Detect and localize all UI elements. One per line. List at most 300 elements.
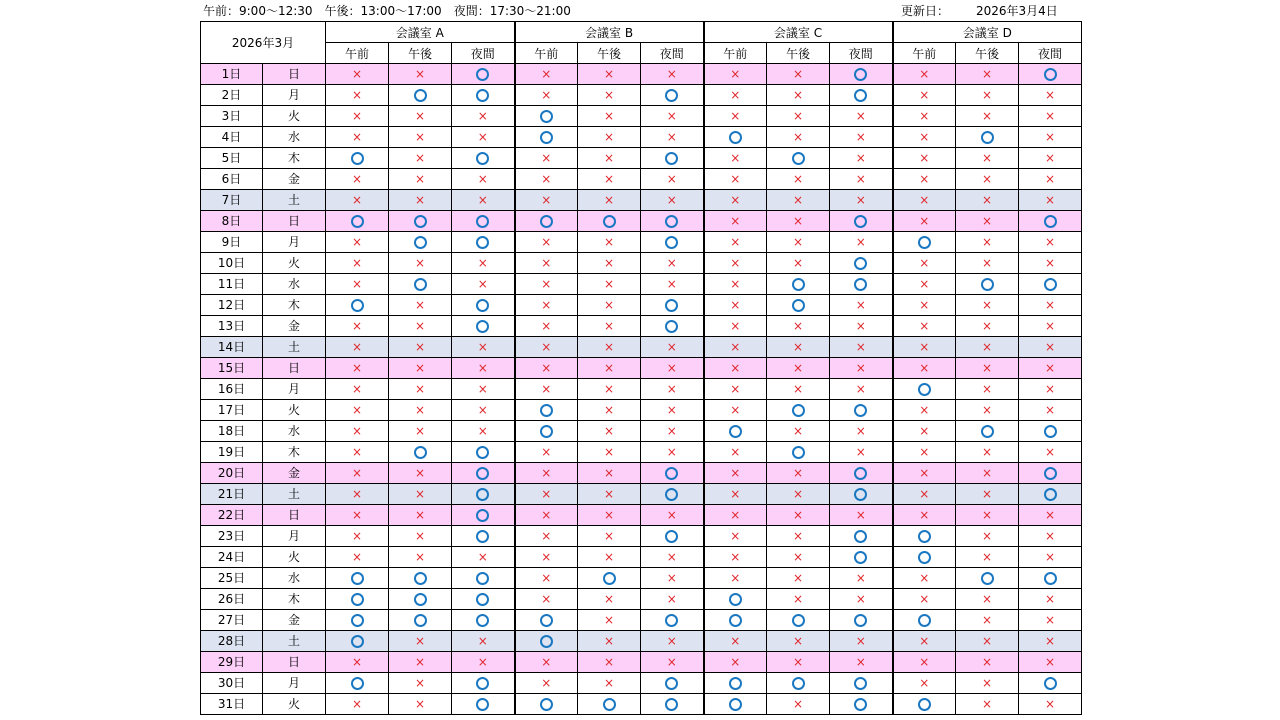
available-mark xyxy=(854,257,867,270)
availability-cell xyxy=(515,316,578,337)
unavailable-mark: × xyxy=(982,592,993,606)
unavailable-mark: × xyxy=(604,193,615,207)
available-mark xyxy=(476,215,489,228)
availability-cell xyxy=(1019,85,1082,106)
availability-cell xyxy=(830,568,893,589)
unavailable-mark: × xyxy=(982,151,993,165)
unavailable-mark: × xyxy=(793,361,804,375)
unavailable-mark: × xyxy=(793,172,804,186)
unavailable-mark: × xyxy=(919,256,930,270)
availability-cell xyxy=(956,568,1019,589)
table-row xyxy=(201,652,1082,673)
availability-cell xyxy=(704,295,767,316)
availability-cell xyxy=(452,106,515,127)
unavailable-mark: × xyxy=(855,655,866,669)
availability-cell xyxy=(830,211,893,232)
weekday-cell: 火 xyxy=(263,547,326,568)
availability-cell xyxy=(326,400,389,421)
period-header-row xyxy=(201,43,1082,64)
availability-cell xyxy=(893,211,956,232)
availability-cell xyxy=(767,106,830,127)
unavailable-mark: × xyxy=(477,340,488,354)
table-row xyxy=(201,547,1082,568)
availability-cell xyxy=(641,64,704,85)
availability-cell xyxy=(326,274,389,295)
unavailable-mark: × xyxy=(730,256,741,270)
availability-cell xyxy=(704,694,767,715)
availability-cell xyxy=(893,316,956,337)
unavailable-mark: × xyxy=(793,319,804,333)
table-row xyxy=(201,337,1082,358)
availability-cell xyxy=(893,463,956,484)
unavailable-mark: × xyxy=(351,424,363,438)
unavailable-mark: × xyxy=(855,235,866,249)
availability-cell xyxy=(830,337,893,358)
available-mark xyxy=(665,677,678,690)
availability-cell xyxy=(767,85,830,106)
availability-cell xyxy=(326,85,389,106)
unavailable-mark: × xyxy=(1045,697,1056,711)
availability-cell xyxy=(767,631,830,652)
unavailable-mark: × xyxy=(919,571,930,585)
room-header-b: 会議室 B xyxy=(515,22,704,43)
unavailable-mark: × xyxy=(351,340,363,354)
unavailable-mark: × xyxy=(793,466,804,480)
available-mark xyxy=(351,677,364,690)
available-mark xyxy=(665,488,678,501)
availability-cell xyxy=(578,169,641,190)
unavailable-mark: × xyxy=(793,655,804,669)
unavailable-mark: × xyxy=(793,382,804,396)
availability-cell xyxy=(641,652,704,673)
unavailable-mark: × xyxy=(604,634,615,648)
unavailable-mark: × xyxy=(604,109,615,123)
unavailable-mark: × xyxy=(1045,193,1056,207)
availability-cell xyxy=(704,400,767,421)
table-row xyxy=(201,274,1082,295)
date-cell: 1日 xyxy=(201,64,263,85)
unavailable-mark: × xyxy=(919,508,930,522)
unavailable-mark: × xyxy=(982,172,993,186)
availability-cell xyxy=(893,421,956,442)
room-header-c: 会議室 C xyxy=(704,22,893,43)
availability-cell xyxy=(452,64,515,85)
availability-cell xyxy=(515,505,578,526)
availability-cell xyxy=(767,526,830,547)
unavailable-mark: × xyxy=(541,67,552,81)
unavailable-mark: × xyxy=(604,550,615,564)
unavailable-mark: × xyxy=(414,172,426,186)
available-mark xyxy=(540,215,553,228)
availability-cell xyxy=(326,295,389,316)
available-mark xyxy=(414,446,427,459)
availability-cell xyxy=(767,610,830,631)
available-mark xyxy=(665,236,678,249)
availability-cell xyxy=(452,400,515,421)
availability-cell xyxy=(389,190,452,211)
unavailable-mark: × xyxy=(730,214,741,228)
unavailable-mark: × xyxy=(982,508,993,522)
unavailable-mark: × xyxy=(982,613,993,627)
table-row xyxy=(201,316,1082,337)
availability-cell xyxy=(389,85,452,106)
weekday-cell: 水 xyxy=(263,274,326,295)
availability-cell xyxy=(767,400,830,421)
unavailable-mark: × xyxy=(414,424,426,438)
weekday-cell: 木 xyxy=(263,589,326,610)
unavailable-mark: × xyxy=(666,424,677,438)
available-mark xyxy=(729,425,742,438)
availability-cell xyxy=(956,64,1019,85)
availability-cell xyxy=(704,337,767,358)
availability-cell xyxy=(1019,274,1082,295)
availability-cell xyxy=(1019,400,1082,421)
availability-cell xyxy=(515,526,578,547)
unavailable-mark: × xyxy=(1045,319,1056,333)
availability-cell xyxy=(956,295,1019,316)
availability-cell xyxy=(1019,463,1082,484)
availability-cell xyxy=(515,337,578,358)
unavailable-mark: × xyxy=(730,277,741,291)
availability-cell xyxy=(956,127,1019,148)
available-mark xyxy=(665,614,678,627)
availability-cell xyxy=(641,547,704,568)
available-mark xyxy=(476,593,489,606)
unavailable-mark: × xyxy=(982,298,993,312)
availability-cell xyxy=(767,232,830,253)
unavailable-mark: × xyxy=(730,466,741,480)
available-mark xyxy=(476,698,489,711)
availability-cell xyxy=(893,610,956,631)
available-mark xyxy=(476,488,489,501)
unavailable-mark: × xyxy=(730,319,741,333)
time-slots-legend: 午前：9:00～12:30 午後：13:00～17:00 夜間：17:30～21:00 xyxy=(203,4,571,18)
available-mark xyxy=(540,425,553,438)
availability-cell xyxy=(830,169,893,190)
unavailable-mark: × xyxy=(541,550,552,564)
availability-cell xyxy=(452,484,515,505)
date-cell: 28日 xyxy=(201,631,263,652)
table-row xyxy=(201,148,1082,169)
unavailable-mark: × xyxy=(793,529,804,543)
availability-cell xyxy=(389,484,452,505)
unavailable-mark: × xyxy=(414,403,426,417)
unavailable-mark: × xyxy=(855,571,866,585)
availability-cell xyxy=(515,400,578,421)
availability-cell xyxy=(452,211,515,232)
unavailable-mark: × xyxy=(604,298,615,312)
availability-cell xyxy=(830,505,893,526)
availability-cell xyxy=(452,127,515,148)
availability-cell xyxy=(893,652,956,673)
availability-cell xyxy=(389,358,452,379)
unavailable-mark: × xyxy=(351,697,363,711)
unavailable-mark: × xyxy=(541,256,552,270)
available-mark xyxy=(351,593,364,606)
availability-cell xyxy=(641,673,704,694)
availability-cell xyxy=(830,274,893,295)
unavailable-mark: × xyxy=(982,340,993,354)
availability-cell xyxy=(893,190,956,211)
unavailable-mark: × xyxy=(541,340,552,354)
availability-cell xyxy=(956,526,1019,547)
availability-cell xyxy=(956,211,1019,232)
unavailable-mark: × xyxy=(541,382,552,396)
availability-cell xyxy=(326,379,389,400)
availability-cell xyxy=(704,358,767,379)
unavailable-mark: × xyxy=(1045,382,1056,396)
availability-cell xyxy=(641,400,704,421)
unavailable-mark: × xyxy=(1045,109,1056,123)
table-row xyxy=(201,232,1082,253)
availability-cell xyxy=(641,316,704,337)
table-row xyxy=(201,127,1082,148)
availability-cell xyxy=(641,169,704,190)
table-row xyxy=(201,64,1082,85)
unavailable-mark: × xyxy=(793,424,804,438)
unavailable-mark: × xyxy=(414,697,426,711)
unavailable-mark: × xyxy=(1045,508,1056,522)
availability-cell xyxy=(641,211,704,232)
availability-cell xyxy=(1019,589,1082,610)
availability-cell xyxy=(578,484,641,505)
unavailable-mark: × xyxy=(793,193,804,207)
availability-cell xyxy=(578,463,641,484)
weekday-cell: 木 xyxy=(263,295,326,316)
availability-cell xyxy=(830,379,893,400)
availability-cell xyxy=(326,610,389,631)
availability-cell xyxy=(515,169,578,190)
availability-cell xyxy=(830,463,893,484)
availability-cell xyxy=(389,652,452,673)
availability-cell xyxy=(326,484,389,505)
weekday-cell: 月 xyxy=(263,232,326,253)
available-mark xyxy=(1044,677,1057,690)
date-cell: 21日 xyxy=(201,484,263,505)
table-row xyxy=(201,190,1082,211)
available-mark xyxy=(476,320,489,333)
availability-cell xyxy=(767,169,830,190)
availability-cell xyxy=(893,547,956,568)
available-mark xyxy=(854,551,867,564)
availability-cell xyxy=(893,274,956,295)
availability-cell xyxy=(389,589,452,610)
unavailable-mark: × xyxy=(855,340,866,354)
availability-cell xyxy=(830,442,893,463)
available-mark xyxy=(476,572,489,585)
unavailable-mark: × xyxy=(666,508,677,522)
availability-cell xyxy=(452,337,515,358)
unavailable-mark: × xyxy=(604,613,615,627)
availability-cell xyxy=(1019,673,1082,694)
availability-cell xyxy=(515,85,578,106)
unavailable-mark: × xyxy=(666,172,677,186)
weekday-cell: 日 xyxy=(263,358,326,379)
unavailable-mark: × xyxy=(541,487,552,501)
availability-cell xyxy=(326,337,389,358)
date-cell: 4日 xyxy=(201,127,263,148)
table-row xyxy=(201,610,1082,631)
date-cell: 31日 xyxy=(201,694,263,715)
availability-cell xyxy=(893,337,956,358)
unavailable-mark: × xyxy=(1045,529,1056,543)
date-cell: 24日 xyxy=(201,547,263,568)
unavailable-mark: × xyxy=(982,193,993,207)
available-mark xyxy=(1044,488,1057,501)
availability-cell xyxy=(767,652,830,673)
availability-cell xyxy=(767,211,830,232)
availability-cell xyxy=(1019,190,1082,211)
availability-cell xyxy=(515,610,578,631)
availability-cell xyxy=(956,358,1019,379)
date-cell: 22日 xyxy=(201,505,263,526)
unavailable-mark: × xyxy=(982,382,993,396)
availability-cell xyxy=(326,631,389,652)
available-mark xyxy=(414,572,427,585)
availability-cell xyxy=(452,589,515,610)
availability-cell xyxy=(893,505,956,526)
available-mark xyxy=(476,530,489,543)
availability-cell xyxy=(641,106,704,127)
availability-cell xyxy=(767,547,830,568)
unavailable-mark: × xyxy=(793,214,804,228)
unavailable-mark: × xyxy=(541,466,552,480)
availability-cell xyxy=(956,106,1019,127)
date-cell: 11日 xyxy=(201,274,263,295)
unavailable-mark: × xyxy=(604,340,615,354)
table-row xyxy=(201,421,1082,442)
table-row xyxy=(201,358,1082,379)
weekday-cell: 火 xyxy=(263,106,326,127)
availability-cell xyxy=(578,85,641,106)
unavailable-mark: × xyxy=(1045,361,1056,375)
unavailable-mark: × xyxy=(919,424,930,438)
availability-cell xyxy=(452,610,515,631)
availability-cell xyxy=(704,169,767,190)
unavailable-mark: × xyxy=(730,445,741,459)
date-cell: 17日 xyxy=(201,400,263,421)
available-mark xyxy=(854,698,867,711)
unavailable-mark: × xyxy=(982,256,993,270)
availability-cell xyxy=(641,631,704,652)
unavailable-mark: × xyxy=(604,403,615,417)
available-mark xyxy=(476,152,489,165)
availability-cell xyxy=(830,232,893,253)
availability-cell xyxy=(704,148,767,169)
unavailable-mark: × xyxy=(730,67,741,81)
availability-cell xyxy=(389,421,452,442)
unavailable-mark: × xyxy=(477,634,488,648)
available-mark xyxy=(854,215,867,228)
unavailable-mark: × xyxy=(982,676,993,690)
available-mark xyxy=(351,215,364,228)
availability-cell xyxy=(1019,568,1082,589)
unavailable-mark: × xyxy=(604,130,615,144)
weekday-cell: 金 xyxy=(263,169,326,190)
date-cell: 20日 xyxy=(201,463,263,484)
availability-cell xyxy=(641,295,704,316)
available-mark xyxy=(1044,215,1057,228)
weekday-cell: 土 xyxy=(263,190,326,211)
available-mark xyxy=(665,299,678,312)
unavailable-mark: × xyxy=(855,634,866,648)
unavailable-mark: × xyxy=(1045,340,1056,354)
availability-cell xyxy=(452,295,515,316)
availability-cell xyxy=(704,274,767,295)
period-header: 夜間 xyxy=(452,43,515,64)
unavailable-mark: × xyxy=(919,151,930,165)
date-cell: 16日 xyxy=(201,379,263,400)
availability-cell xyxy=(1019,316,1082,337)
availability-cell xyxy=(893,484,956,505)
availability-cell xyxy=(704,547,767,568)
unavailable-mark: × xyxy=(730,634,741,648)
availability-cell xyxy=(578,673,641,694)
available-mark xyxy=(665,152,678,165)
availability-cell xyxy=(452,379,515,400)
unavailable-mark: × xyxy=(730,550,741,564)
available-mark xyxy=(729,131,742,144)
availability-cell xyxy=(578,148,641,169)
unavailable-mark: × xyxy=(541,508,552,522)
unavailable-mark: × xyxy=(604,487,615,501)
availability-cell xyxy=(956,190,1019,211)
available-mark xyxy=(665,89,678,102)
unavailable-mark: × xyxy=(982,214,993,228)
unavailable-mark: × xyxy=(793,487,804,501)
availability-cell xyxy=(767,589,830,610)
unavailable-mark: × xyxy=(1045,130,1056,144)
availability-cell xyxy=(956,484,1019,505)
unavailable-mark: × xyxy=(351,235,363,249)
unavailable-mark: × xyxy=(919,487,930,501)
available-mark xyxy=(476,89,489,102)
availability-cell xyxy=(641,358,704,379)
availability-cell xyxy=(326,505,389,526)
unavailable-mark: × xyxy=(666,550,677,564)
period-header: 午前 xyxy=(704,43,767,64)
unavailable-mark: × xyxy=(604,529,615,543)
unavailable-mark: × xyxy=(414,655,426,669)
availability-cell xyxy=(515,652,578,673)
availability-cell xyxy=(452,652,515,673)
available-mark xyxy=(1044,68,1057,81)
available-mark xyxy=(414,278,427,291)
unavailable-mark: × xyxy=(855,445,866,459)
unavailable-mark: × xyxy=(541,571,552,585)
unavailable-mark: × xyxy=(477,277,488,291)
availability-cell xyxy=(452,85,515,106)
availability-cell xyxy=(767,484,830,505)
reservation-table xyxy=(200,21,1082,715)
available-mark xyxy=(1044,278,1057,291)
availability-cell xyxy=(641,274,704,295)
date-cell: 7日 xyxy=(201,190,263,211)
unavailable-mark: × xyxy=(666,634,677,648)
availability-cell xyxy=(830,421,893,442)
unavailable-mark: × xyxy=(541,193,552,207)
availability-cell xyxy=(641,232,704,253)
available-mark xyxy=(351,299,364,312)
available-mark xyxy=(729,677,742,690)
availability-cell xyxy=(452,358,515,379)
availability-cell xyxy=(515,295,578,316)
weekday-cell: 土 xyxy=(263,337,326,358)
unavailable-mark: × xyxy=(855,151,866,165)
unavailable-mark: × xyxy=(351,550,363,564)
unavailable-mark: × xyxy=(919,214,930,228)
availability-cell xyxy=(452,568,515,589)
